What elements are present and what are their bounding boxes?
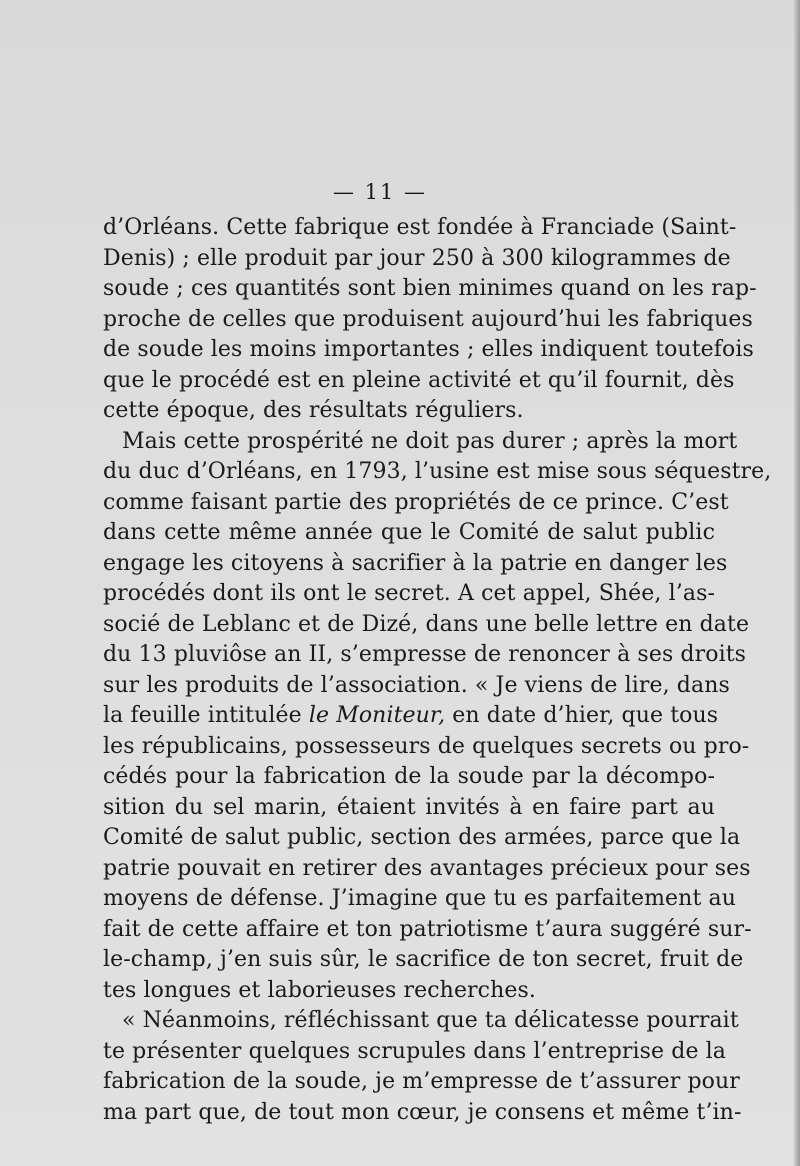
text-line: soude ; ces quantités sont bien minimes quand on les rap- <box>103 276 757 301</box>
text-line: procédés dont ils ont le secret. A cet appel, Shée, l’as- <box>103 581 715 606</box>
text-line: Denis) ; elle produit par jour 250 à 300 kilogrammes de <box>103 245 731 271</box>
text-line: moyens de défense. J’imagine que tu es parfaitement au <box>103 886 736 911</box>
text-line: ma part que, de tout mon cœur, je consens et même t’in- <box>103 1099 742 1125</box>
text-line: te présenter quelques scrupules dans l’entreprise de la <box>103 1038 727 1064</box>
body-text <box>103 213 772 1128</box>
text-line: cette époque, des résultats réguliers. <box>103 398 524 423</box>
text-line: « Néanmoins, réfléchissant que ta délicatesse pourrait <box>122 1008 739 1033</box>
italic-title: le Moniteur, <box>308 703 446 728</box>
text-line: d’Orléans. Cette fabrique est fondée à Franciade (Saint- <box>103 215 737 240</box>
text-line: sur les produits de l’association. « Je viens de lire, dans <box>103 672 730 698</box>
text-line: proche de celles que produisent aujourd’hui les fabriques <box>103 306 753 332</box>
text-line: Mais cette prospérité ne doit pas durer ; après la mort <box>122 428 738 454</box>
text-line: comme faisant partie des propriétés de ce prince. C’est <box>103 489 729 515</box>
text-line: fabrication de la soude, je m’empresse de t’assurer pour <box>103 1069 740 1094</box>
text-line: le-champ, j’en suis sûr, le sacrifice de ton secret, fruit de <box>103 947 744 972</box>
text-line: cédés pour la fabrication de la soude par la décompo- <box>103 764 715 789</box>
text-segment: en date d’hier, que tous <box>445 703 719 728</box>
text-line <box>103 701 719 732</box>
page-edge <box>794 0 800 1166</box>
text-line: engage les citoyens à sacrifier à la patrie en danger les <box>103 550 728 576</box>
text-line: les républicains, possesseurs de quelques secrets ou pro- <box>103 733 750 759</box>
text-line: de soude les moins importantes ; elles indiquent toutefois <box>103 337 754 362</box>
text-line: dans cette même année que le Comité de salut public <box>103 520 715 545</box>
text-line: tes longues et laborieuses recherches. <box>103 977 536 1003</box>
text-line: Comité de salut public, section des armées, parce que la <box>103 825 741 850</box>
text-line: du 13 pluviôse an II, s’empresse de renoncer à ses droits <box>103 642 747 667</box>
text-line: socié de Leblanc et de Dizé, dans une belle lettre en date <box>103 611 750 637</box>
text-line: patrie pouvait en retirer des avantages précieux pour ses <box>103 855 751 881</box>
page-number: — 11 — <box>332 180 428 204</box>
text-line: sition du sel marin, étaient invités à en faire part au <box>103 794 715 820</box>
text-segment: la feuille intitulée <box>103 703 309 728</box>
text-line: que le procédé est en pleine activité et qu’il fournit, dès <box>103 367 735 393</box>
text-line: fait de cette affaire et ton patriotisme t’aura suggéré sur- <box>103 916 752 942</box>
text-line: du duc d’Orléans, en 1793, l’usine est mise sous séquestre, <box>103 459 772 484</box>
